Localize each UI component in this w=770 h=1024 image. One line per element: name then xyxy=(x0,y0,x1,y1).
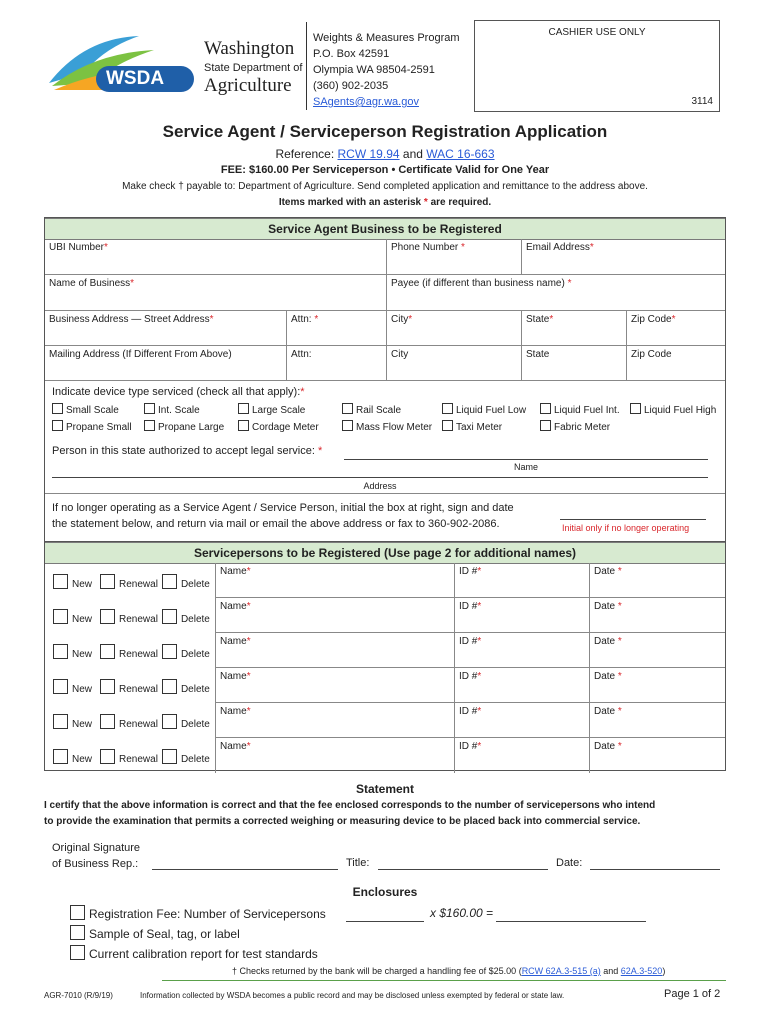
mailing-address-field[interactable]: Mailing Address (If Different From Above) xyxy=(45,346,287,381)
checkbox-icon xyxy=(342,420,353,431)
legal-address-line[interactable] xyxy=(52,466,708,478)
device-prompt: Indicate device type serviced (check all that apply):* xyxy=(52,386,305,398)
serviceperson-id-field[interactable]: ID #* xyxy=(455,703,590,738)
status-new[interactable]: New xyxy=(53,579,92,590)
logo-line3: Agriculture xyxy=(204,75,292,96)
city-zip: Olympia WA 98504-2591 xyxy=(313,64,435,76)
status-renewal[interactable]: Renewal xyxy=(100,719,158,730)
checkbox-icon xyxy=(144,403,155,414)
checkbox-icon xyxy=(53,574,68,589)
rcw-515-link[interactable]: RCW 62A.3-515 (a) xyxy=(521,966,601,976)
enclosures-heading: Enclosures xyxy=(352,885,418,899)
checkbox-icon xyxy=(162,609,177,624)
enclosure-calibration[interactable]: Current calibration report for test standards xyxy=(70,945,318,961)
serviceperson-row xyxy=(45,668,725,703)
fee-multiplier: x $160.00 = xyxy=(430,906,494,920)
business-address-field[interactable]: Business Address — Street Address* xyxy=(45,311,287,346)
checkbox-icon xyxy=(162,749,177,764)
checkbox-icon xyxy=(238,420,249,431)
statement-heading: Statement xyxy=(355,782,414,796)
checkbox-icon xyxy=(162,679,177,694)
city-field-required[interactable]: City* xyxy=(387,311,522,346)
status-new[interactable]: New xyxy=(53,684,92,695)
checkbox-icon xyxy=(238,403,249,414)
status-options xyxy=(53,679,210,695)
status-renewal[interactable]: Renewal xyxy=(100,684,158,695)
status-delete[interactable]: Delete xyxy=(162,579,210,590)
checkbox-icon xyxy=(630,403,641,414)
logo-line1: Washington xyxy=(204,38,295,59)
date-label: Date: xyxy=(556,857,583,869)
serviceperson-row xyxy=(45,598,725,633)
status-options xyxy=(53,644,210,660)
footnote: † Checks returned by the bank will be charged a handling fee of $25.00 (RCW 62A.3-515 (a) and 62A.3-520) xyxy=(232,966,666,976)
device-liquid-fuel-high[interactable]: Liquid Fuel High xyxy=(630,403,716,416)
device-mass-flow-meter[interactable]: Mass Flow Meter xyxy=(342,420,432,433)
serviceperson-name-field[interactable]: Name* xyxy=(215,598,455,633)
device-propane-large[interactable]: Propane Large xyxy=(144,420,224,433)
checkbox-icon xyxy=(52,403,63,414)
title-label: Title: xyxy=(346,857,370,869)
enclosure-fee[interactable]: Registration Fee: Number of Servicepersons xyxy=(70,905,326,921)
page-number: Page 1 of 2 xyxy=(664,988,721,1000)
checkbox-icon xyxy=(70,905,85,920)
status-renewal[interactable]: Renewal xyxy=(100,649,158,660)
servicepersons-heading: Servicepersons to be Registered (Use page 2 for additional names) xyxy=(45,542,725,564)
initial-line[interactable] xyxy=(560,504,706,520)
wac-link[interactable]: WAC 16-663 xyxy=(426,147,495,161)
form-title: Service Agent / Serviceperson Registration Application xyxy=(162,122,608,141)
checkbox-icon xyxy=(53,679,68,694)
city-field[interactable]: City xyxy=(387,346,522,381)
program-name: Weights & Measures Program xyxy=(313,32,460,44)
state-field-required[interactable]: State* xyxy=(522,311,627,346)
logo-line2: State Department of xyxy=(204,62,303,74)
serviceperson-id-field[interactable]: ID #* xyxy=(455,668,590,703)
status-new[interactable]: New xyxy=(53,754,92,765)
serviceperson-date-field[interactable]: Date * xyxy=(590,563,725,598)
rcw-link[interactable]: RCW 19.94 xyxy=(337,147,400,161)
zip-field-required[interactable]: Zip Code* xyxy=(627,311,725,346)
serviceperson-name-field[interactable]: Name* xyxy=(215,563,455,598)
date-line[interactable] xyxy=(590,856,720,870)
checkbox-icon xyxy=(53,714,68,729)
checkbox-icon xyxy=(100,714,115,729)
serviceperson-row xyxy=(45,633,725,668)
checkbox-icon xyxy=(100,644,115,659)
attn-field[interactable]: Attn: xyxy=(287,346,387,381)
footer-rule xyxy=(162,980,726,981)
serviceperson-name-field[interactable]: Name* xyxy=(215,703,455,738)
status-delete[interactable]: Delete xyxy=(162,719,210,730)
email-field[interactable]: Email Address* xyxy=(522,239,725,275)
vertical-divider xyxy=(306,22,307,110)
business-heading: Service Agent Business to be Registered xyxy=(45,218,725,240)
form-id: AGR-7010 (R/9/19) xyxy=(44,991,113,1000)
legal-name-line[interactable] xyxy=(344,448,708,460)
wsda-logo xyxy=(44,28,306,98)
statement-text: I certify that the above information is correct and that the fee enclosed corresponds to the number of servicepersons who intend to provide the examination that permits a corrected weighing or measuring device to be placed back into commercial service. xyxy=(44,800,656,827)
status-new[interactable]: New xyxy=(53,719,92,730)
checkbox-icon xyxy=(100,609,115,624)
ubi-field[interactable]: UBI Number* xyxy=(45,239,387,275)
checkbox-icon xyxy=(540,420,551,431)
enclosure-seal[interactable]: Sample of Seal, tag, or label xyxy=(70,925,240,941)
cashier-label: CASHIER USE ONLY xyxy=(548,27,646,38)
logo-abbr: WSDA xyxy=(106,68,165,89)
business-name-field[interactable]: Name of Business* xyxy=(45,275,387,311)
device-row-1 xyxy=(52,403,732,417)
serviceperson-id-field[interactable]: ID #* xyxy=(455,738,590,773)
checkbox-icon xyxy=(162,714,177,729)
payee-field[interactable]: Payee (if different than business name) * xyxy=(387,275,725,311)
checkbox-icon xyxy=(442,403,453,414)
status-renewal[interactable]: Renewal xyxy=(100,754,158,765)
serviceperson-row xyxy=(45,563,725,598)
check-line: Make check † payable to: Department of Agriculture. Send completed application and remittance to the address above. xyxy=(122,181,648,192)
status-new[interactable]: New xyxy=(53,649,92,660)
serviceperson-date-field[interactable]: Date * xyxy=(594,741,622,752)
status-renewal[interactable]: Renewal xyxy=(100,579,158,590)
serviceperson-row xyxy=(45,738,725,773)
checkbox-icon xyxy=(100,749,115,764)
checkbox-icon xyxy=(52,420,63,431)
checkbox-icon xyxy=(540,403,551,414)
checkbox-icon xyxy=(53,609,68,624)
serviceperson-name-field[interactable]: Name* xyxy=(215,738,455,773)
signature-label: Original Signature of Business Rep.: xyxy=(52,842,141,870)
state-field[interactable]: State xyxy=(522,346,627,381)
legal-service-label: Person in this state authorized to accept legal service: * xyxy=(52,445,323,457)
device-fabric-meter[interactable]: Fabric Meter xyxy=(540,420,610,433)
serviceperson-name-field[interactable]: Name* xyxy=(215,668,455,703)
num-servicepersons-line[interactable] xyxy=(346,908,424,922)
checkbox-icon xyxy=(144,420,155,431)
serviceperson-date-field[interactable]: Date * xyxy=(590,668,725,703)
total-fee-line[interactable] xyxy=(496,908,646,922)
cashier-box xyxy=(474,20,720,112)
serviceperson-date-field[interactable]: Date * xyxy=(590,703,725,738)
checkbox-icon xyxy=(100,574,115,589)
device-cordage-meter[interactable]: Cordage Meter xyxy=(238,420,319,433)
device-propane-small[interactable]: Propane Small xyxy=(52,420,132,433)
device-small-scale[interactable]: Small Scale xyxy=(52,403,119,416)
status-delete[interactable]: Delete xyxy=(162,684,210,695)
serviceperson-name-field[interactable]: Name* xyxy=(215,633,455,668)
checkbox-icon xyxy=(100,679,115,694)
checkbox-icon xyxy=(162,574,177,589)
checkbox-icon xyxy=(70,945,85,960)
device-row-2 xyxy=(52,420,732,434)
checkbox-icon xyxy=(162,644,177,659)
phone: (360) 902-2035 xyxy=(313,80,389,92)
device-liquid-fuel-low[interactable]: Liquid Fuel Low xyxy=(442,403,526,416)
attn-field-required[interactable]: Attn: * xyxy=(287,311,387,346)
checkbox-icon xyxy=(442,420,453,431)
device-liquid-fuel-int[interactable]: Liquid Fuel Int. xyxy=(540,403,620,416)
device-taxi-meter[interactable]: Taxi Meter xyxy=(442,420,502,433)
fee-line: FEE: $160.00 Per Serviceperson • Certificate Valid for One Year xyxy=(220,164,550,176)
status-options xyxy=(53,749,210,765)
no-longer-text: If no longer operating as a Service Agent / Service Person, initial the box at right, sign and date the statement below, and return via mail or email the above address or fax to 360-902-2086. xyxy=(52,502,514,530)
serviceperson-id-field[interactable]: ID #* xyxy=(455,633,590,668)
reference-line: Reference: RCW 19.94 and WAC 16-663 xyxy=(275,147,495,161)
initial-note: Initial only if no longer operating xyxy=(562,523,690,533)
status-options xyxy=(53,714,210,730)
serviceperson-id-field[interactable]: ID #* xyxy=(455,598,590,633)
serviceperson-id-field[interactable]: ID #* xyxy=(455,563,590,598)
device-large-scale[interactable]: Large Scale xyxy=(238,403,305,416)
required-line: Items marked with an asterisk * are required. xyxy=(278,197,492,208)
serviceperson-date-field[interactable]: Date * xyxy=(590,633,725,668)
status-delete[interactable]: Delete xyxy=(162,649,210,660)
status-renewal[interactable]: Renewal xyxy=(100,614,158,625)
disclosure: Information collected by WSDA becomes a public record and may be disclosed unless exempted by federal or state law. xyxy=(140,991,565,1000)
checkbox-icon xyxy=(70,925,85,940)
email-link[interactable]: SAgents@agr.wa.gov xyxy=(313,96,419,108)
zip-field[interactable]: Zip Code xyxy=(627,346,725,381)
checkbox-icon xyxy=(342,403,353,414)
title-line[interactable] xyxy=(378,856,548,870)
device-rail-scale[interactable]: Rail Scale xyxy=(342,403,401,416)
po-box: P.O. Box 42591 xyxy=(313,48,390,60)
serviceperson-row xyxy=(45,703,725,738)
phone-field[interactable]: Phone Number * xyxy=(387,239,522,275)
status-delete[interactable]: Delete xyxy=(162,754,210,765)
status-delete[interactable]: Delete xyxy=(162,614,210,625)
status-options xyxy=(53,609,210,625)
serviceperson-date-field[interactable]: Date * xyxy=(590,598,725,633)
signature-line[interactable] xyxy=(152,856,338,870)
address-divider xyxy=(45,493,725,494)
checkbox-icon xyxy=(53,644,68,659)
program-address xyxy=(313,30,460,110)
name-caption: Name xyxy=(513,462,538,472)
address-caption: Address xyxy=(363,481,397,491)
rcw-520-link[interactable]: 62A.3-520 xyxy=(620,966,663,976)
status-new[interactable]: New xyxy=(53,614,92,625)
status-options xyxy=(53,574,210,590)
device-int-scale[interactable]: Int. Scale xyxy=(144,403,200,416)
cashier-code: 3114 xyxy=(691,96,713,107)
checkbox-icon xyxy=(53,749,68,764)
